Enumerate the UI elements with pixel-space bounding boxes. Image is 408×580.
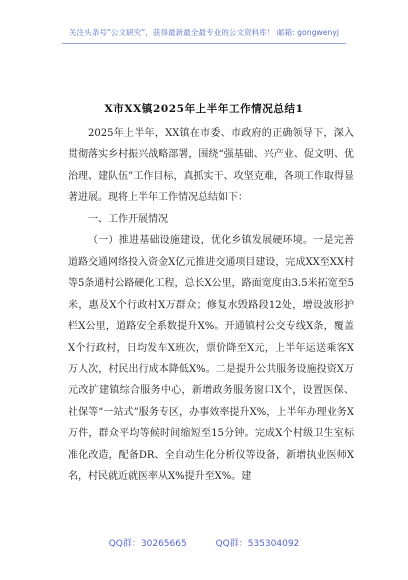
document-body	[68, 123, 354, 488]
header-divider	[62, 43, 346, 44]
footer	[0, 536, 408, 549]
paragraph-intro: 2025年上半年，XX镇在市委、市政府的正确领导下，深入贯彻落实乡村振兴战略部署，围绕“强基础、兴产业、促文明、优治理、建队伍”工作目标，真抓实干、攻坚克难，各项工作取得显著进展。现将上半年工作情况总结如下：	[68, 128, 354, 204]
section-heading: 一、工作开展情况	[88, 213, 168, 225]
footer-qq-group-1: QQ群：30265665	[108, 539, 187, 549]
footer-qq-group-2: QQ群：535304092	[215, 539, 300, 549]
document-title: X市XX镇2025年上半年工作情况总结1	[104, 103, 304, 115]
paragraph-infrastructure: （一）推进基础设施建设，优化乡镇发展硬环境。一是完善道路交通网络投入资金X亿元推进交通项目建设，完成XX至XX村等5条通村公路硬化工程，总长X公里，路面宽度由3.5米拓宽至5米，惠及X个行政村X万群众；修复水毁路段12处，增设波形护栏X公里，道路安全系数提升X%。开通镇村公交专线X条，覆盖X个行政村，日均发车X班次，票价降至X元，上半年运送乘客X万人次，村民出行成本降低X%。二是提升公共服务设施投资X万元改扩建镇综合服务中心，新增政务服务窗口X个，设置医保、社保等“一站式”服务专区，办事效率提升X%，上半年办理业务X万件，群众平均等候时间缩短至15分钟。完成X个村级卫生室标准化改造，配备DR、全自动生化分析仪等设备，新增执业医师X名，村民就近就医率从X%提升至X%。建	[68, 235, 354, 483]
header-banner: 关注头条号“公文研究”，获得最新最全最专业的公文资料库！ 邮箱: gongwenyj	[68, 28, 340, 37]
